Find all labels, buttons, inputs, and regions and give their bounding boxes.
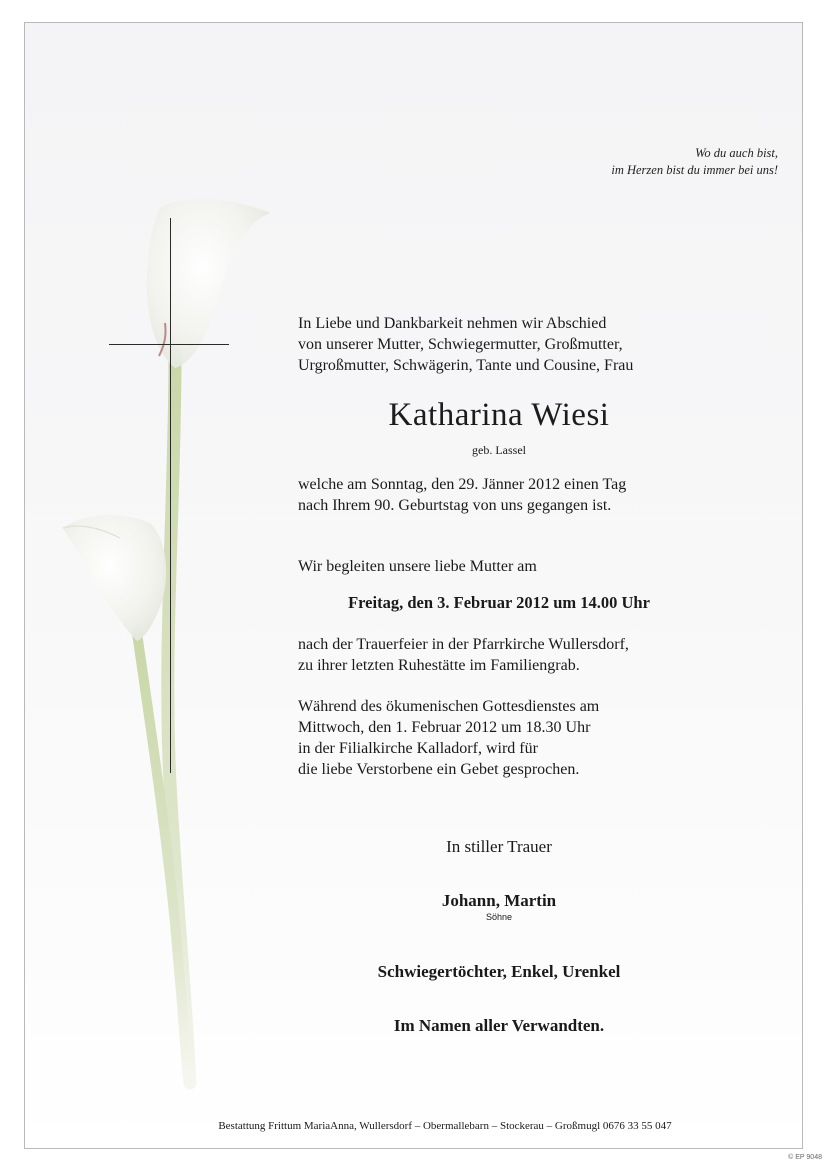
service-line-2: Mittwoch, den 1. Februar 2012 um 18.30 Uhr xyxy=(298,719,591,736)
sons-role: Söhne xyxy=(485,912,513,922)
other-mourners: Schwiegertöchter, Enkel, Urenkel xyxy=(377,962,621,981)
intro-line-1: In Liebe und Dankbarkeit nehmen wir Abschied xyxy=(298,315,607,332)
death-text xyxy=(298,474,626,516)
motto-line-2: im Herzen bist du immer bei uns! xyxy=(611,163,778,177)
funeral-home-footer: Bestattung Frittum MariaAnna, Wullersdorf – Obermallebarn – Stockerau – Großmugl 0676 33 55 047 xyxy=(218,1120,672,1132)
funeral-intro-line: Wir begleiten unsere liebe Mutter am xyxy=(298,558,537,575)
service-line-3: in der Filialkirche Kalladorf, wird für xyxy=(298,740,538,757)
motto-line-1: Wo du auch bist, xyxy=(695,146,778,160)
motto-quote xyxy=(611,145,778,179)
intro-text xyxy=(298,313,633,376)
print-code: © EP 9048 xyxy=(788,1154,822,1161)
funeral-line-2: zu ihrer letzten Ruhestätte im Familiengrab. xyxy=(298,657,580,674)
funeral-details xyxy=(298,634,629,676)
funeral-intro xyxy=(298,556,537,577)
deceased-name: Katharina Wiesi xyxy=(388,397,610,433)
service-line-1: Während des ökumenischen Gottesdienstes am xyxy=(298,698,600,715)
death-line-2: nach Ihrem 90. Geburtstag von uns gegangen ist. xyxy=(298,497,612,514)
cross-horizontal-bar xyxy=(109,344,229,345)
mourning-heading: In stiller Trauer xyxy=(446,837,552,856)
death-line-1: welche am Sonntag, den 29. Jänner 2012 einen Tag xyxy=(298,476,627,493)
cross-vertical-bar xyxy=(170,218,171,773)
funeral-line-1: nach der Trauerfeier in der Pfarrkirche Wullersdorf, xyxy=(298,636,629,653)
service-line-4: die liebe Verstorbene ein Gebet gesprochen. xyxy=(298,761,580,778)
service-text xyxy=(298,696,599,780)
birth-name: geb. Lassel xyxy=(472,443,526,457)
intro-line-2: von unserer Mutter, Schwiegermutter, Großmutter, xyxy=(298,336,623,353)
funeral-date-time: Freitag, den 3. Februar 2012 um 14.00 Uhr xyxy=(348,593,650,612)
intro-line-3: Urgroßmutter, Schwägerin, Tante und Cousine, Frau xyxy=(298,357,634,374)
obituary-card xyxy=(24,22,803,1149)
closing-line: Im Namen aller Verwandten. xyxy=(393,1016,605,1035)
sons-names: Johann, Martin xyxy=(441,891,557,910)
